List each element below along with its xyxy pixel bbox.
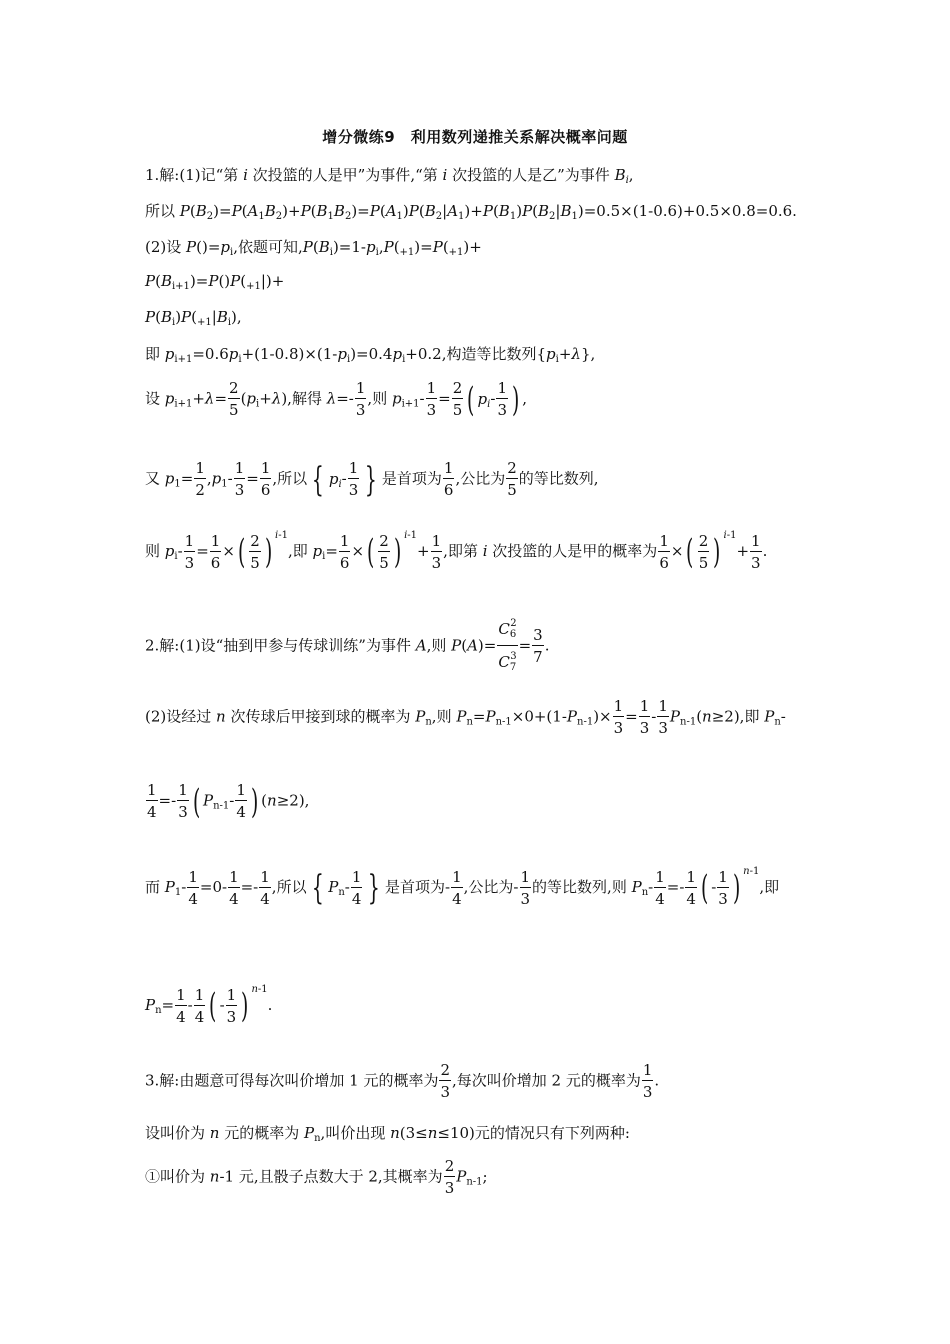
p3-line2: 设叫价为 n 元的概率为 $P_n$,叫价出现 n(3≤n≤10)元的情况只有下列两种: bbox=[145, 1124, 630, 1144]
p2-line2: (2)设经过 n 次传球后甲接到球的概率为 $P_n$,则 $P_n=P_{n-1}\times 0+(1-P_{n-1})\times$ $\frac{1}{3}$ = $\frac{1}{3}$ - $\frac{1}{3}$ $P_{n-1}(n\ge 2)$,即 $P_n-$ bbox=[145, 697, 786, 737]
p1-line4: $P(B_{i+1})=P()P(_{+1}|)+$ bbox=[145, 272, 285, 292]
p1-line9: 则 $p_i-$ $\frac{1}{3}$ = $\frac{1}{6}$ ×( $\frac{2}{5}$ ) $^{i-1}$,即 $p_i=$ $\frac{1}{6}$ ×( $\frac{2}{5}$ ) $^{i-1}$+ $\frac{1}{3}$ ,即第 i 次投篮的人是甲的概率为 $\frac{1}{6}$ ×( $\frac{2}{5}$ ) $^{i-1}$+ $\frac{1}{3}$ . bbox=[145, 530, 768, 572]
p1-line7: 设 $p_{i+1}+\lambda=$ $\frac{2}{5}$ $(p_i+\lambda)$,解得 λ=- $\frac{1}{3}$ ,则 $p_{i+1}-$ $\frac{1}{3}$ = $\frac{2}{5}$ ( $p_i-$ $\frac{1}{3}$ ) , bbox=[145, 379, 528, 420]
p1-line1: 1.解:(1)记“第 i 次投篮的人是甲”为事件,“第 i 次投篮的人是乙”为事件 $B_i$, bbox=[145, 166, 634, 186]
p2-line3: $\frac{1}{4}$ =- $\frac{1}{3}$ ( $P_{n-1}-$ $\frac{1}{4}$ ) (n≥2), bbox=[147, 781, 310, 822]
p1-line8: 又 $p_1=$ $\frac{1}{2}$ $,p_1-$ $\frac{1}{3}$ = $\frac{1}{6}$ ,所以 { $p_i-$ $\frac{1}{3}$ } 是首项为 $\frac{1}{6}$ ,公比为 $\frac{2}{5}$ 的等比数列, bbox=[145, 459, 599, 500]
p1-line6: 即 $p_{i+1}=0.6p_i+(1-0.8)\times(1-p_i)=0.4p_i+0.2$,构造等比数列$\{p_i+\lambda\}$, bbox=[145, 345, 596, 365]
p2-line5: $P_n=$ $\frac{1}{4}$ - $\frac{1}{4}$ ( - $\frac{1}{3}$ ) $^{n-1}$. bbox=[145, 984, 273, 1026]
p1-line2: 所以 $P(B_2)=P(A_1B_2)+P(B_1B_2)=P(A_1)P(B_2|A_1)+P(B_1)P(B_2|B_1)=0.5\times(1-0.6)+0.5\times 0.8=0.6$. bbox=[145, 202, 797, 222]
p1-line5: $P(B_i)P(_{+1}|B_i)$, bbox=[145, 308, 242, 328]
p1-line3: (2)设 $P()=p_i$,依题可知$,P(B_i)=1-p_i,P(_{+1})=P(_{+1})+$ bbox=[145, 238, 482, 258]
p3-line1: 3.解:由题意可得每次叫价增加 1 元的概率为 $\frac{2}{3}$ ,每次叫价增加 2 元的概率为 $\frac{1}{3}$ . bbox=[145, 1061, 660, 1101]
page-title: 增分微练9 利用数列递推关系解决概率问题 bbox=[322, 128, 628, 146]
p2-line4: 而 $P_1-$ $\frac{1}{4}$ =0- $\frac{1}{4}$ =- $\frac{1}{4}$ ,所以 { $P_n-$ $\frac{1}{4}$ } 是首项为- $\frac{1}{4}$ ,公比为- $\frac{1}{3}$ 的等比数列,则 $P_n-$ $\frac{1}{4}$ =- $\frac{1}{4}$ ( - $\frac{1}{3}$ ) $^{n-1}$,即 bbox=[145, 866, 780, 908]
p3-line3: ①叫价为 n-1 元,且骰子点数大于 2,其概率为 $\frac{2}{3}$ $P_{n-1}$; bbox=[145, 1157, 488, 1197]
p2-line1: 2.解:(1)设“抽到甲参与传球训练”为事件 A,则 P(A)= $\frac{C_6^2}{C_7^3}$ = $\frac{3}{7}$ . bbox=[145, 614, 549, 679]
